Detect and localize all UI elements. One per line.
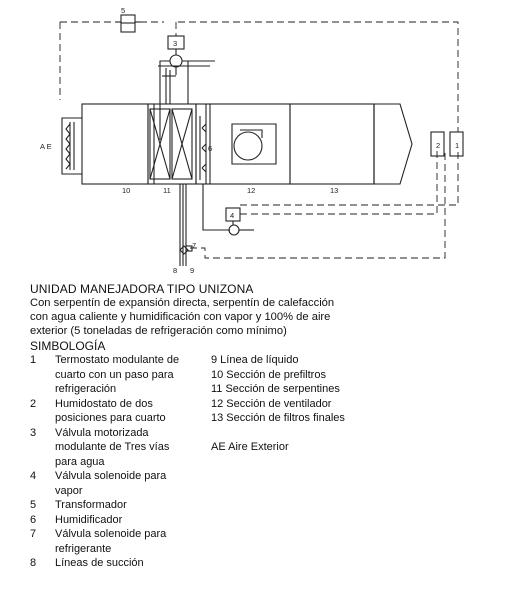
legend-item-text: posiciones para cuarto: [55, 412, 166, 424]
prefilter-section-10: [82, 104, 148, 184]
label-7: 7: [192, 241, 197, 250]
label-2: 2: [436, 141, 441, 150]
air-handler-diagram: [0, 0, 529, 280]
legend-right-spacer: [211, 426, 345, 441]
legend-right-item: 10 Sección de prefiltros: [211, 368, 326, 381]
legend-item-text: Válvula motorizada: [55, 426, 149, 439]
label-3: 3: [173, 39, 178, 48]
label-10: 10: [122, 186, 131, 195]
legend-right-item: 13 Sección de filtros finales: [211, 412, 345, 424]
description-line: Con serpentín de expansión directa, serpentín de calefacción: [30, 297, 335, 309]
caption-title: UNIDAD MANEJADORA TIPO UNIZONA: [30, 282, 254, 296]
label-6: 6: [208, 144, 213, 153]
legend-right-item: AE Aire Exterior: [211, 441, 289, 453]
fan-section-12: [210, 104, 290, 184]
final-filter-section-13: [290, 104, 412, 184]
refrigerant-lines: [180, 184, 192, 266]
legend-item-text: cuarto con un paso para: [55, 368, 174, 381]
label-13: 13: [330, 186, 339, 195]
control-wiring: [60, 22, 458, 258]
legend-item: [30, 353, 210, 397]
legend-item-number: 2: [30, 397, 37, 410]
legend-item-text: Líneas de succión: [55, 557, 144, 569]
caption-description: [30, 296, 334, 339]
legend-item: [30, 556, 210, 571]
label-ae: A E: [40, 142, 52, 151]
description-line: exterior (5 toneladas de refrigeración como mínimo): [30, 325, 287, 338]
legend-item: [30, 426, 210, 470]
legend-item-text: Válvula solenoide para: [55, 528, 167, 540]
legend-item: [30, 469, 210, 498]
legend-item-number: 4: [30, 470, 37, 482]
legend-item-text: modulante de Tres vías: [55, 441, 170, 453]
outside-air-inlet: [62, 118, 82, 174]
legend-item-text: para agua: [55, 455, 105, 468]
legend-item-text: Transformador: [55, 499, 127, 511]
legend-item-number: 8: [30, 557, 37, 569]
legend-right-item: 9 Línea de líquido: [211, 354, 299, 366]
legend-item-number: 6: [30, 513, 37, 526]
legend-item-text: Termostato modulante de: [55, 354, 180, 366]
legend-item-number: 3: [30, 426, 37, 439]
label-5: 5: [121, 6, 126, 15]
legend-right-item: 11 Sección de serpentines: [211, 383, 340, 395]
label-9: 9: [190, 266, 195, 275]
legend-item-text: vapor: [55, 484, 83, 497]
legend-item-text: Humidostato de dos: [55, 397, 153, 410]
legend-item-number: 1: [30, 354, 37, 366]
legend-right-item: 12 Sección de ventilador: [211, 397, 332, 410]
legend-item: [30, 498, 210, 513]
label-8: 8: [173, 266, 178, 275]
legend-right: [211, 353, 345, 455]
label-4: 4: [230, 211, 235, 220]
legend-item: [30, 527, 210, 556]
legend-item-text: refrigeración: [55, 383, 117, 395]
legend-item: [30, 513, 210, 528]
legend-item-number: 5: [30, 499, 37, 511]
legend-item-text: refrigerante: [55, 542, 112, 555]
legend-item: [30, 397, 210, 426]
simbologia-heading: SIMBOLOGÍA: [30, 339, 106, 353]
legend-item-text: Válvula solenoide para: [55, 470, 167, 482]
legend-item-text: Humidificador: [55, 513, 123, 526]
label-12: 12: [247, 186, 256, 195]
label-1: 1: [455, 141, 460, 150]
description-line: con agua caliente y humidificación con vapor y 100% de aire: [30, 311, 331, 324]
label-11: 11: [163, 186, 171, 195]
coil-section-11: [148, 104, 196, 184]
legend-item-number: 7: [30, 528, 37, 540]
transformer-5: [116, 15, 140, 32]
